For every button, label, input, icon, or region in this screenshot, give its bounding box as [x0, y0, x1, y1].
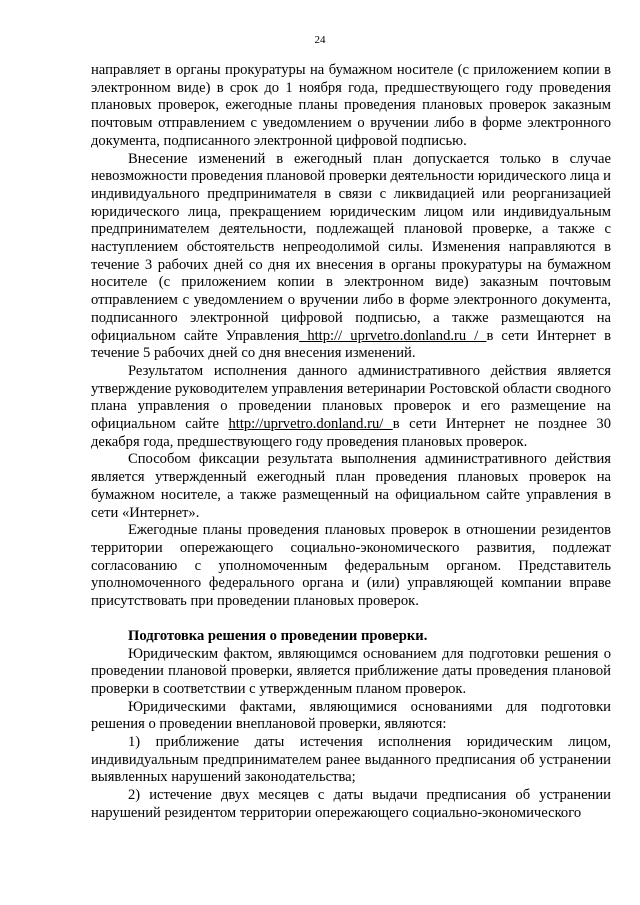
paragraph-plan-changes [91, 151, 611, 363]
list-item-2: 2) истечение двух месяцев с даты выдачи предписания об устранении нарушений резидентом территории опережающего социально-экономического [91, 787, 611, 821]
paragraph-plan-submission: направляет в органы прокуратуры на бумажном носителе (с приложением копии в электронном виде) в срок до 1 ноября года, предшествующего году проведения плановых проверок, ежегодные планы проведения плановых проверок заказным почтовым отправлением с уведомлением о вручении либо в форме электронного документа, подписанного электронной цифровой подписью. [91, 62, 611, 149]
paragraph-result [91, 363, 611, 452]
paragraph-text: Результатом исполнения данного административного действия является утверждение руководителем управления ветеринарии Ростовской области сводного плана управления о проведении плановых проверок и его размещение на официальном сайте [91, 362, 611, 433]
paragraph-text: в сети Интернет в течение 5 рабочих дней со дня внесения изменений. [91, 327, 611, 362]
section-spacer [91, 611, 611, 628]
paragraph-unplanned-basis: Юридическими фактами, являющимися основаниями для подготовки решения о проведении внеплановой проверки, являются: [91, 698, 611, 733]
paragraph-fixation-method: Способом фиксации результата выполнения административного действия является утвержденный ежегодный план проведения плановых проверок на бумажном носителе, а также размещенный на официальном сайте управления в сети «Интернет». [91, 451, 611, 521]
paragraph-residents: Ежегодные планы проведения плановых проверок в отношении резидентов территории опережающего социально-экономического развития, подлежат согласованию с уполномоченным федеральным органом. Представитель уполномоченного федерального органа и (или) управляющей компании вправе присутствовать при проведении плановых проверок. [91, 522, 611, 610]
section-heading: Подготовка решения о проведении проверки. [128, 627, 428, 644]
website-link[interactable]: http://uprvetro.donland.ru/ [228, 416, 393, 433]
paragraph-text: в сети Интернет не позднее 30 декабря года, предшествующего году проведения плановых проверок. [91, 416, 611, 450]
paragraph-text: Внесение изменений в ежегодный план допускается только в случае невозможности проведения плановой проверки деятельности юридического лица и индивидуального предпринимателя в связи с ликвидацией или реорганизацией юридического лица, прекращением юридическим лицом или индивидуальным предпринимателем деятельности, подлежащей плановой проверке, а также с наступлением обстоятельств непреодолимой силы. Изменения направляются в течение 3 рабочих дней со дня их внесения в органы прокуратуры на бумажном носителе (с приложением копии в электронном виде) заказным почтовым отправлением с уведомлением о вручении либо в форме электронного документа, подписанного электронной цифровой подписью, а также размещаются на официальном сайте Управления [91, 150, 611, 344]
paragraph-planned-basis: Юридическим фактом, являющимся основанием для подготовки решения о проведении плановой проверки, является приближение даты проведения плановой проверки в соответствии с утвержденным планом проверок. [91, 645, 611, 697]
page-number: 24 [314, 34, 326, 46]
website-link[interactable]: http:// uprvetro.donland.ru / [299, 327, 487, 344]
list-item-1: 1) приближение даты истечения исполнения юридическим лицом, индивидуальным предпринимателем ранее выданного предписания об устранении выявленных нарушений законодательства; [91, 734, 611, 786]
document-body [91, 62, 611, 823]
